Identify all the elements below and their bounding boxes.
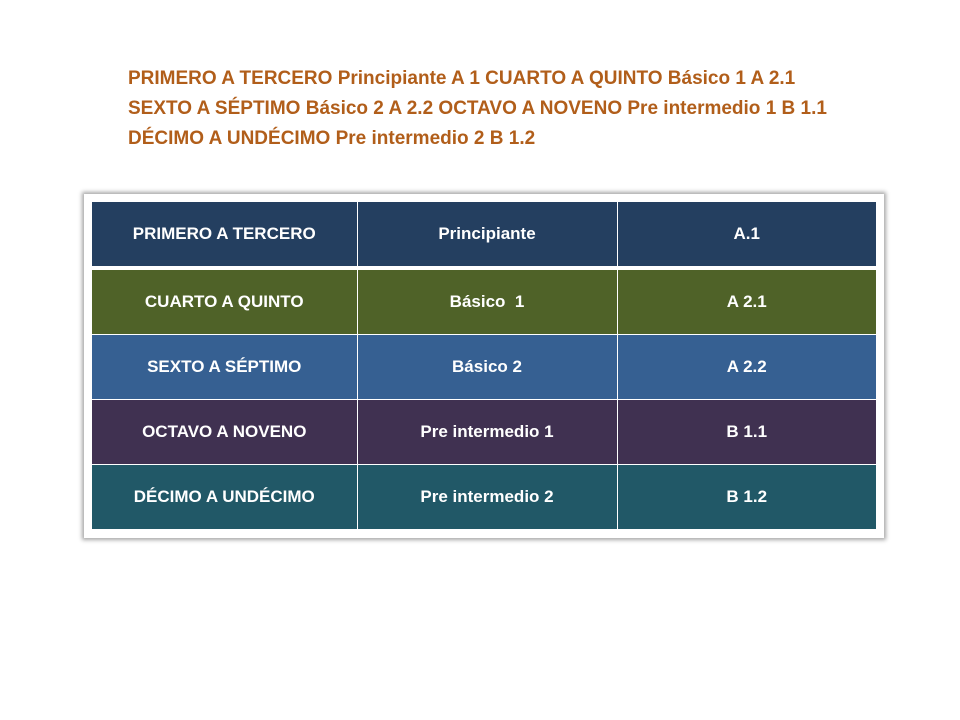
level-table bbox=[92, 202, 876, 529]
table-row bbox=[92, 268, 876, 335]
table-row bbox=[92, 465, 876, 530]
cefr-code-cell: B 1.2 bbox=[726, 487, 768, 506]
level-name-cell: Básico 2 bbox=[357, 335, 617, 400]
level-name-cell: Pre intermedio 2 bbox=[357, 465, 617, 530]
level-name-cell: Básico 1 bbox=[357, 268, 617, 335]
grade-range-cell: SEXTO A SÉPTIMO bbox=[92, 335, 357, 400]
slide-title: PRIMERO A TERCERO Principiante A 1 CUARTO A QUINTO Básico 1 A 2.1 SEXTO A SÉPTIMO Básico 2 A 2.2 OCTAVO A NOVENO Pre intermedio 1 B 1.1 DÉCIMO A UNDÉCIMO Pre intermedio 2 B 1.2 bbox=[128, 68, 827, 149]
grade-range-cell: CUARTO A QUINTO bbox=[92, 268, 357, 335]
cefr-code-cell: A 2.2 bbox=[617, 335, 876, 400]
cefr-code-cell: B 1.1 bbox=[617, 400, 876, 465]
table-row bbox=[92, 400, 876, 465]
level-name-cell: Principiante bbox=[357, 202, 617, 268]
grade-range-cell: OCTAVO A NOVENO bbox=[92, 400, 357, 465]
cefr-code-cell: A 2.1 bbox=[617, 268, 876, 335]
level-table-frame bbox=[84, 194, 884, 538]
cefr-code-cell: A.1 bbox=[617, 202, 876, 268]
grade-range-cell: PRIMERO A TERCERO bbox=[92, 202, 357, 268]
table-row bbox=[92, 202, 876, 268]
level-name-cell: Pre intermedio 1 bbox=[357, 400, 617, 465]
table-row bbox=[92, 335, 876, 400]
grade-range-cell: DÉCIMO A UNDÉCIMO bbox=[92, 465, 357, 530]
